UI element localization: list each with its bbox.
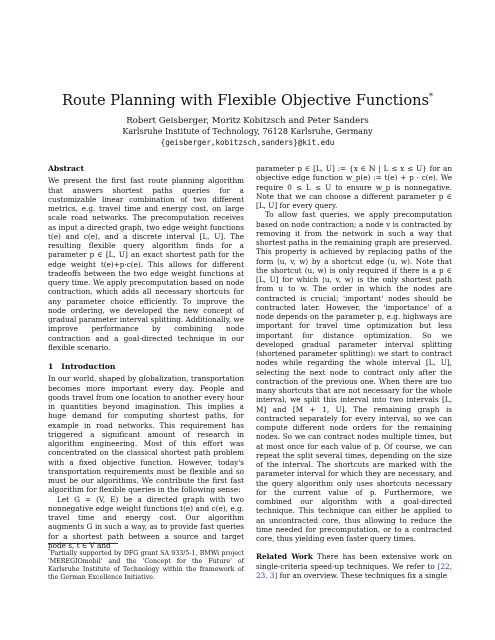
author-email: {geisberger,kobitzsch,sanders}@kit.edu [160,138,335,147]
title-footnote-mark: * [429,92,434,101]
paper-title-text: Route Planning with Flexible Objective Functions [61,91,430,109]
section-title: Introduction [61,362,116,371]
footnote-text: Partially supported by DFG grant SA 933/5-1, BMWi project 'MEREGIOmobil' and the 'Concept for the Future' of Karlsruhe Institute of Technology within the framework of the German Excellence Initiative. [48,550,244,582]
related-work-heading: Related Work [256,552,313,562]
right-paragraph-1: parameter p ∈ [L, U] := {x ∈ ℕ | L ≤ x ≤ U} for an objective edge function w_p(e) := t(e) + p · c(e). We require 0 ≤ L ≤ U to ensure w_p is nonnegative. Note that we can choose a different parameter p ∈ [L, U] for every query. [256,164,452,210]
left-column [48,164,244,550]
abstract-text: We present the first fast route planning algorithm that answers shortest paths queries for a customizable linear combination of two different metrics, e.g. travel time and energy cost, on large scale road networks. The precomputation receives as input a directed graph, two edge weight functions t(e) and c(e), and a discrete interval [L, U]. The resulting flexible query algorithm finds for a parameter p ∈ [L, U] an exact shortest path for the edge weight t(e)+p·c(e). This allows for different tradeoffs between the two edge weight functions at query time. We apply precomputation based on node contraction, which adds all necessary shortcuts for any parameter choice efficiently. To improve the node ordering, we developed the new concept of gradual parameter interval splitting. Additionally, we improve performance by combining node contraction and a goal-directed technique in our flexible scenario. [48,176,244,352]
section-number: 1 [48,362,54,371]
author-list: Robert Geisberger, Moritz Kobitzsch and Peter Sanders [126,116,369,126]
citation-link[interactable]: [22, 23, 3] [256,561,452,580]
related-work-paragraph [256,552,452,580]
right-column [256,164,452,580]
intro-paragraph-2: Let G = (V, E) be a directed graph with two nonnegative edge weight functions t(e) and c(e), e.g. travel time and energy cost. Our algorithm augments G in such a way, as to provide fast queries for a shortest path between a source and target node s, t ∈ V and [48,494,244,550]
related-work-text: There has been extensive work on single-criteria speed-up techniques. We refer to [256,552,453,571]
footnote-rule [48,543,118,544]
abstract-heading: Abstract [48,164,85,173]
related-work-text-end: for an overview. These techniques fix a single [279,570,448,580]
section-heading-introduction [48,362,244,371]
intro-paragraph-1: In our world, shaped by globalization, transportation becomes more important every day. People and goods travel from one location to another every hour in quantities beyond imagination. This implies a huge demand for computing shortest paths, for example in road networks. This requirement has triggered a significant amount of research in algorithm engineering. Most of this effort was concentrated on the classical shortest path problem with a fixed objective function. However, today's transportation requirements must be flexible and so must be our algorithms. We contribute the first fast algorithm for flexible queries in the following sense: [48,374,244,495]
paper-title [0,88,495,110]
right-paragraph-2: To allow fast queries, we apply precomputation based on node contraction; a node v is contracted by removing it from the network in such a way that shortest paths in the remaining graph are preserved. This property is achieved by replacing paths of the form ⟨u, v, w⟩ by a shortcut edge (u, w). Note that the shortcut (u, w) is only required if there is a p ∈ [L, U] for which ⟨u, v, w⟩ is the only shortest path from u to w. The order in which the nodes are contracted is crucial; 'important' nodes should be contracted later. However, the 'importance' of a node depends on the parameter p, e.g. highways are important for travel time optimization but less important for distance optimization. So we developed gradual parameter interval splitting (shortened parameter splitting): we start to contract nodes while regarding the whole interval [L, U], selecting the next node to contract only after the contraction of the previous one. When there are too many shortcuts that are not necessary for the whole interval, we split this interval into two intervals [L, M] and [M + 1, U]. The remaining graph is contracted separately for every interval, so we can compute different node orders for the remaining nodes. So we can contract nodes multiple times, but at most once for each value of p. Of course, we can repeat the split several times, depending on the size of the interval. The shortcuts are marked with the parameter interval for which they are necessary, and the query algorithm only uses shortcuts necessary for the current value of p. Furthermore, we combined our algorithm with a goal-directed technique. This technique can either be applied to an uncontracted core, thus allowing to reduce the time needed for precomputation, or to a contracted core, thus yielding even faster query times. [256,210,452,543]
footnote-mark: * [48,548,51,554]
affiliation: Karlsruhe Institute of Technology, 76128 Karlsruhe, Germany [122,127,373,136]
footnote [48,547,244,582]
